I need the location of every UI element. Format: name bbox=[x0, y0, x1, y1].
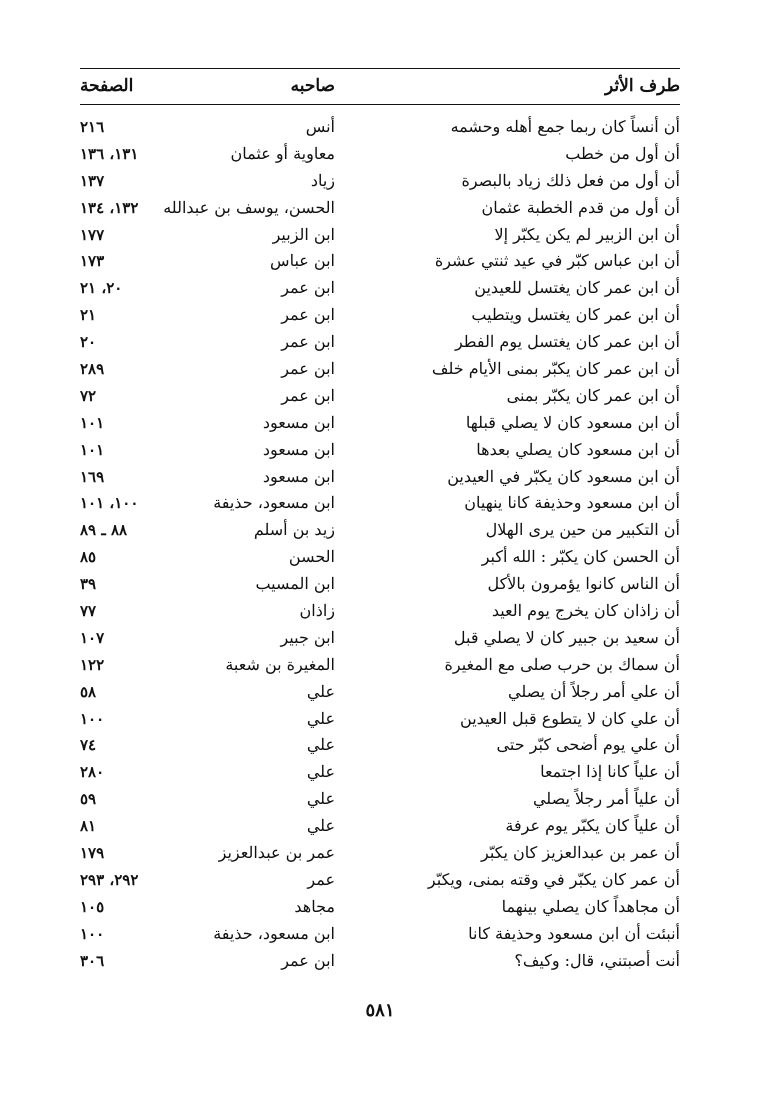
narrator: علي bbox=[306, 708, 335, 728]
narrator: مجاهد bbox=[294, 896, 335, 916]
table-row bbox=[80, 302, 680, 329]
page-ref: ٢٩٢، ٢٩٣ bbox=[80, 870, 139, 889]
header-narrator: صاحبه bbox=[290, 76, 335, 96]
table-row bbox=[80, 679, 680, 706]
narrator: ابن عمر bbox=[281, 305, 335, 325]
page-ref: ٨٥ bbox=[80, 548, 97, 567]
page-ref: ١٠٠، ١٠١ bbox=[80, 494, 139, 513]
narrator: ابن المسيب bbox=[255, 574, 335, 594]
table-row bbox=[80, 652, 680, 679]
athar-text: أن علياً أمر رجلاً يصلي bbox=[532, 789, 680, 809]
table-row bbox=[80, 517, 680, 544]
table-row bbox=[80, 786, 680, 813]
table-row bbox=[80, 222, 680, 249]
index-page bbox=[80, 60, 680, 1050]
athar-text: أن ابن عمر كان يكبّر بمنى bbox=[506, 385, 680, 405]
page-ref: ١٦٩ bbox=[80, 467, 105, 486]
table-row bbox=[80, 571, 680, 598]
header-page: الصفحة bbox=[80, 76, 134, 96]
narrator: ابن عمر bbox=[281, 385, 335, 405]
athar-text: أنبئت أن ابن مسعود وحذيفة كانا bbox=[468, 923, 680, 943]
narrator: معاوية أو عثمان bbox=[230, 143, 335, 163]
narrator: ابن عباس bbox=[270, 251, 335, 271]
table-row bbox=[80, 490, 680, 517]
page-ref: ٥٩ bbox=[80, 790, 97, 809]
table-row bbox=[80, 329, 680, 356]
narrator: عمر bbox=[307, 869, 335, 889]
athar-text: أن التكبير من حين يرى الهلال bbox=[485, 520, 680, 540]
table-row bbox=[80, 706, 680, 733]
table-row bbox=[80, 921, 680, 948]
narrator: علي bbox=[306, 762, 335, 782]
page-number: ٥٨١ bbox=[365, 1000, 395, 1021]
narrator: ابن مسعود bbox=[262, 466, 335, 486]
narrator: ابن جبير bbox=[280, 627, 335, 647]
athar-text: أن أول من خطب bbox=[565, 143, 680, 163]
athar-text: أن الحسن كان يكبّر : الله أكبر bbox=[481, 547, 680, 567]
athar-text: أن عمر كان يكبّر في وقته بمنى، ويكبّر bbox=[427, 869, 680, 889]
table-row bbox=[80, 248, 680, 275]
page-ref: ١٧٣ bbox=[80, 252, 105, 271]
page-ref: ٢٨٠ bbox=[80, 763, 105, 782]
page-ref: ٧٤ bbox=[80, 736, 97, 755]
page-ref: ١٠٠ bbox=[80, 924, 105, 943]
table-row bbox=[80, 948, 680, 975]
narrator: زياد bbox=[310, 170, 335, 190]
athar-text: أن ابن مسعود وحذيفة كانا ينهيان bbox=[464, 493, 680, 513]
table-row bbox=[80, 759, 680, 786]
index-rows bbox=[80, 114, 680, 975]
page-ref: ١٢٢ bbox=[80, 655, 105, 674]
narrator: ابن عمر bbox=[281, 359, 335, 379]
page-ref: ٣٠٦ bbox=[80, 951, 105, 970]
narrator: ابن مسعود، حذيفة bbox=[213, 923, 335, 943]
athar-text: أن مجاهداً كان يصلي بينهما bbox=[501, 896, 680, 916]
athar-text: أن أول من قدم الخطبة عثمان bbox=[481, 197, 680, 217]
table-row bbox=[80, 625, 680, 652]
narrator: علي bbox=[306, 681, 335, 701]
page-ref: ٨٨ ـ ٨٩ bbox=[80, 521, 128, 540]
athar-text: أن ابن عمر كان يغتسل ويتطيب bbox=[471, 305, 680, 325]
narrator: ابن مسعود bbox=[262, 412, 335, 432]
top-rule bbox=[80, 68, 680, 69]
narrator: عمر بن عبدالعزيز bbox=[218, 843, 335, 863]
page-ref: ٢١ bbox=[80, 306, 97, 325]
page-ref: ١٠١ bbox=[80, 413, 105, 432]
athar-text: أن ابن عمر كان يغتسل للعيدين bbox=[474, 278, 680, 298]
header-rule bbox=[80, 104, 680, 105]
narrator: علي bbox=[306, 735, 335, 755]
athar-text: أن علي كان لا يتطوع قبل العيدين bbox=[460, 708, 680, 728]
athar-text: أن ابن عمر كان يكبّر بمنى الأيام خلف bbox=[431, 359, 680, 379]
athar-text: أن الناس كانوا يؤمرون بالأكل bbox=[487, 574, 680, 594]
table-row bbox=[80, 141, 680, 168]
page-ref: ١٣٢، ١٣٤ bbox=[80, 198, 139, 217]
athar-text: أن علياً كان يكبّر يوم عرفة bbox=[505, 816, 680, 836]
page-ref: ١٠٠ bbox=[80, 709, 105, 728]
athar-text: أن ابن مسعود كان يكبّر في العيدين bbox=[447, 466, 680, 486]
table-row bbox=[80, 195, 680, 222]
athar-text: أن علي أمر رجلاً أن يصلي bbox=[508, 681, 680, 701]
table-row bbox=[80, 544, 680, 571]
table-row bbox=[80, 840, 680, 867]
page-ref: ١٣١، ١٣٦ bbox=[80, 144, 139, 163]
page-ref: ٢٠ bbox=[80, 333, 97, 352]
page-ref: ١٠٥ bbox=[80, 897, 105, 916]
athar-text: أن ابن مسعود كان لا يصلي قبلها bbox=[465, 412, 680, 432]
athar-text: أن ابن مسعود كان يصلي بعدها bbox=[476, 439, 680, 459]
page-ref: ٢١٦ bbox=[80, 118, 105, 136]
narrator: الحسن، يوسف بن عبدالله bbox=[163, 197, 335, 217]
athar-text: أن أنساً كان ربما جمع أهله وحشمه bbox=[450, 117, 680, 136]
page-ref: ٢٠، ٢١ bbox=[80, 279, 123, 298]
narrator: الحسن bbox=[288, 547, 335, 567]
narrator: علي bbox=[306, 816, 335, 836]
page-ref: ٧٢ bbox=[80, 386, 97, 405]
table-row bbox=[80, 114, 680, 141]
athar-text: أن سماك بن حرب صلى مع المغيرة bbox=[444, 654, 680, 674]
page-ref: ٣٩ bbox=[80, 575, 97, 594]
table-row bbox=[80, 894, 680, 921]
table-row bbox=[80, 598, 680, 625]
table-row bbox=[80, 383, 680, 410]
table-row bbox=[80, 813, 680, 840]
table-row bbox=[80, 410, 680, 437]
page-ref: ١٠١ bbox=[80, 440, 105, 459]
narrator: ابن مسعود، حذيفة bbox=[213, 493, 335, 513]
narrator: ابن عمر bbox=[281, 278, 335, 298]
table-row bbox=[80, 275, 680, 302]
athar-text: أن ابن عباس كبّر في عيد ثنتي عشرة bbox=[434, 251, 680, 271]
narrator: زاذان bbox=[299, 601, 335, 621]
athar-text: أن ابن عمر كان يغتسل يوم الفطر bbox=[454, 332, 680, 352]
page-ref: ٨١ bbox=[80, 817, 97, 836]
page-ref: ١٧٩ bbox=[80, 844, 105, 863]
page-ref: ٧٧ bbox=[80, 602, 97, 621]
page-ref: ١٣٧ bbox=[80, 171, 105, 190]
athar-text: أنت أصبتني، قال: وكيف؟ bbox=[514, 950, 680, 970]
narrator: أنس bbox=[305, 117, 335, 136]
header-athar-edge: طرف الأثر bbox=[605, 76, 680, 96]
table-row bbox=[80, 464, 680, 491]
page-ref: ٢٨٩ bbox=[80, 360, 105, 379]
narrator: ابن مسعود bbox=[262, 439, 335, 459]
page-ref: ١٧٧ bbox=[80, 225, 105, 244]
narrator: المغيرة بن شعبة bbox=[225, 654, 335, 674]
athar-text: أن ابن الزبير لم يكن يكبّر إلا bbox=[494, 224, 680, 244]
table-row bbox=[80, 437, 680, 464]
athar-text: أن عمر بن عبدالعزيز كان يكبّر bbox=[481, 843, 680, 863]
athar-text: أن سعيد بن جبير كان لا يصلي قبل bbox=[453, 627, 680, 647]
narrator: ابن عمر bbox=[281, 332, 335, 352]
table-row bbox=[80, 168, 680, 195]
table-header bbox=[80, 72, 680, 106]
narrator: ابن الزبير bbox=[272, 224, 335, 244]
table-row bbox=[80, 356, 680, 383]
narrator: ابن عمر bbox=[281, 950, 335, 970]
athar-text: أن أول من فعل ذلك زياد بالبصرة bbox=[461, 170, 680, 190]
athar-text: أن علي يوم أضحى كبّر حتى bbox=[496, 735, 680, 755]
narrator: زيد بن أسلم bbox=[253, 520, 335, 540]
page-ref: ١٠٧ bbox=[80, 628, 105, 647]
athar-text: أن علياً كانا إذا اجتمعا bbox=[540, 762, 680, 782]
table-row bbox=[80, 732, 680, 759]
athar-text: أن زاذان كان يخرج يوم العيد bbox=[491, 601, 680, 621]
page-ref: ٥٨ bbox=[80, 682, 97, 701]
table-row bbox=[80, 867, 680, 894]
narrator: علي bbox=[306, 789, 335, 809]
